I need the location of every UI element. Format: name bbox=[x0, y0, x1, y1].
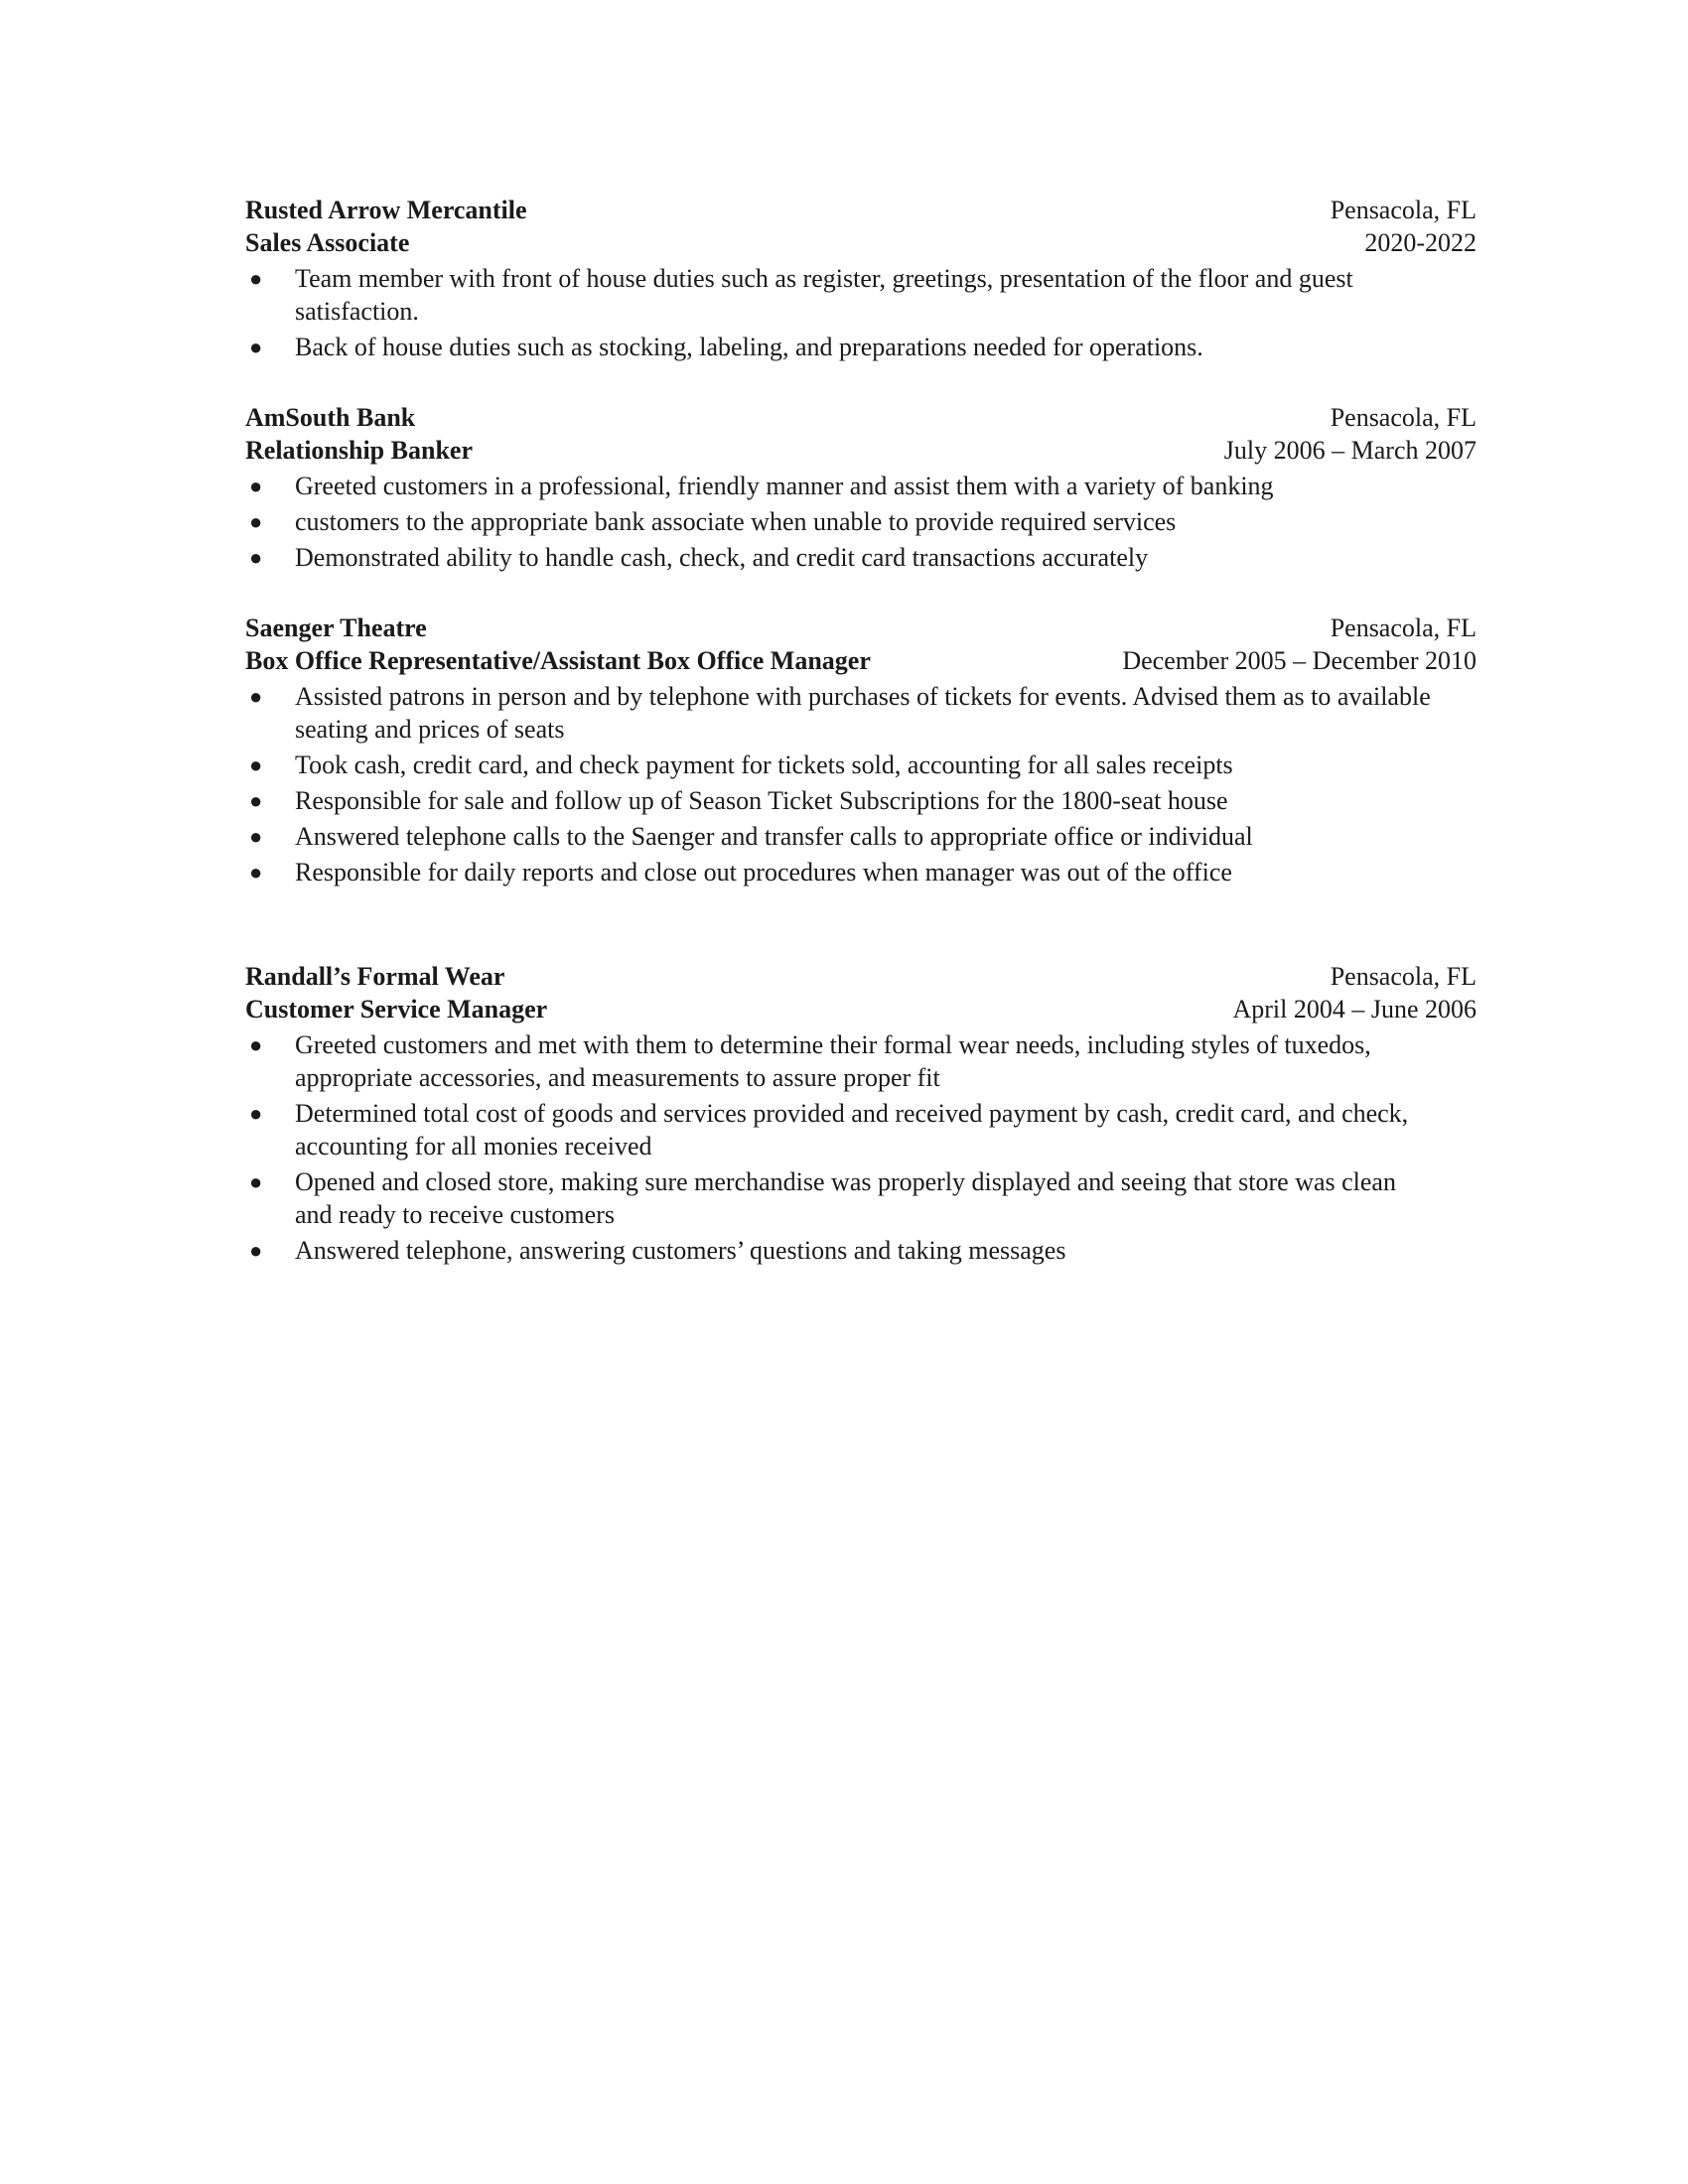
job-location: Pensacola, FL bbox=[1330, 962, 1477, 991]
job-title-row bbox=[245, 993, 1477, 1025]
job-header-row bbox=[245, 194, 1477, 226]
duty-text: Opened and closed store, making sure merchandise was properly displayed and seeing that store was clean and ready to receive customers bbox=[295, 1167, 1396, 1229]
job-location: Pensacola, FL bbox=[1330, 614, 1477, 642]
job-header-row bbox=[245, 612, 1477, 644]
duties-list bbox=[245, 1028, 1477, 1267]
job-entry-rusted-arrow bbox=[245, 194, 1477, 363]
bullet-icon: ● bbox=[249, 266, 263, 291]
bullet-icon: ● bbox=[249, 1032, 263, 1057]
job-title: Sales Associate bbox=[245, 228, 410, 257]
duty-text: Responsible for daily reports and close out procedures when manager was out of the office bbox=[295, 858, 1232, 887]
job-title-row bbox=[245, 434, 1477, 467]
job-header-row bbox=[245, 401, 1477, 434]
bullet-icon: ● bbox=[249, 824, 263, 849]
duty-item bbox=[245, 820, 1477, 853]
duty-item bbox=[245, 470, 1477, 502]
job-location: Pensacola, FL bbox=[1330, 196, 1477, 224]
duty-item bbox=[245, 541, 1477, 574]
job-title-row bbox=[245, 226, 1477, 259]
duty-text: customers to the appropriate bank associate when unable to provide required services bbox=[295, 507, 1177, 536]
job-entry-randalls bbox=[245, 960, 1477, 1267]
company-name: AmSouth Bank bbox=[245, 403, 416, 432]
job-location: Pensacola, FL bbox=[1330, 403, 1477, 432]
job-title: Box Office Representative/Assistant Box Office Manager bbox=[245, 646, 871, 675]
job-dates: December 2005 – December 2010 bbox=[1122, 646, 1477, 675]
job-header-row bbox=[245, 960, 1477, 993]
duty-text: Greeted customers in a professional, friendly manner and assist them with a variety of banking bbox=[295, 472, 1274, 500]
bullet-icon: ● bbox=[249, 788, 263, 813]
bullet-icon: ● bbox=[249, 1169, 263, 1194]
duty-text: Determined total cost of goods and services provided and received payment by cash, credit card, and check, accounting for all monies received bbox=[295, 1099, 1409, 1160]
job-title-row bbox=[245, 644, 1477, 677]
duty-item bbox=[245, 1234, 1477, 1267]
bullet-icon: ● bbox=[249, 684, 263, 709]
job-title: Customer Service Manager bbox=[245, 995, 548, 1024]
job-entry-amsouth bbox=[245, 401, 1477, 574]
duty-item bbox=[245, 856, 1477, 888]
company-name: Rusted Arrow Mercantile bbox=[245, 196, 527, 224]
duty-item bbox=[245, 749, 1477, 781]
company-name: Saenger Theatre bbox=[245, 614, 427, 642]
duty-text: Greeted customers and met with them to determine their formal wear needs, including styles of tuxedos, appropriate accessories, and measurements to assure proper fit bbox=[295, 1030, 1371, 1092]
bullet-icon: ● bbox=[249, 335, 263, 359]
duties-list bbox=[245, 680, 1477, 888]
duty-item bbox=[245, 784, 1477, 817]
duty-item bbox=[245, 680, 1477, 746]
duty-item bbox=[245, 1165, 1477, 1231]
job-entry-saenger bbox=[245, 612, 1477, 888]
resume-page bbox=[245, 194, 1477, 1304]
duty-item bbox=[245, 331, 1477, 363]
duty-text: Team member with front of house duties such as register, greetings, presentation of the floor and guest satisfaction. bbox=[295, 264, 1353, 326]
duty-item bbox=[245, 262, 1477, 328]
duties-list bbox=[245, 262, 1477, 363]
duty-item bbox=[245, 505, 1477, 538]
job-title: Relationship Banker bbox=[245, 436, 473, 465]
duty-text: Assisted patrons in person and by telephone with purchases of tickets for events. Advised them as to available seating and prices of seats bbox=[295, 682, 1431, 744]
duty-text: Back of house duties such as stocking, labeling, and preparations needed for operations. bbox=[295, 333, 1203, 361]
bullet-icon: ● bbox=[249, 860, 263, 885]
job-dates: April 2004 – June 2006 bbox=[1232, 995, 1477, 1024]
job-dates: July 2006 – March 2007 bbox=[1223, 436, 1477, 465]
duty-item bbox=[245, 1097, 1477, 1162]
duty-text: Took cash, credit card, and check payment for tickets sold, accounting for all sales receipts bbox=[295, 751, 1233, 779]
bullet-icon: ● bbox=[249, 1101, 263, 1126]
bullet-icon: ● bbox=[249, 752, 263, 777]
bullet-icon: ● bbox=[249, 509, 263, 534]
duty-item bbox=[245, 1028, 1477, 1094]
company-name: Randall’s Formal Wear bbox=[245, 962, 505, 991]
bullet-icon: ● bbox=[249, 1238, 263, 1263]
duty-text: Answered telephone calls to the Saenger and transfer calls to appropriate office or individual bbox=[295, 822, 1253, 851]
duty-text: Answered telephone, answering customers’ questions and taking messages bbox=[295, 1236, 1066, 1265]
bullet-icon: ● bbox=[249, 545, 263, 570]
duty-text: Responsible for sale and follow up of Season Ticket Subscriptions for the 1800-seat house bbox=[295, 786, 1228, 815]
duty-text: Demonstrated ability to handle cash, check, and credit card transactions accurately bbox=[295, 543, 1149, 572]
job-dates: 2020-2022 bbox=[1364, 228, 1477, 257]
bullet-icon: ● bbox=[249, 474, 263, 498]
duties-list bbox=[245, 470, 1477, 574]
